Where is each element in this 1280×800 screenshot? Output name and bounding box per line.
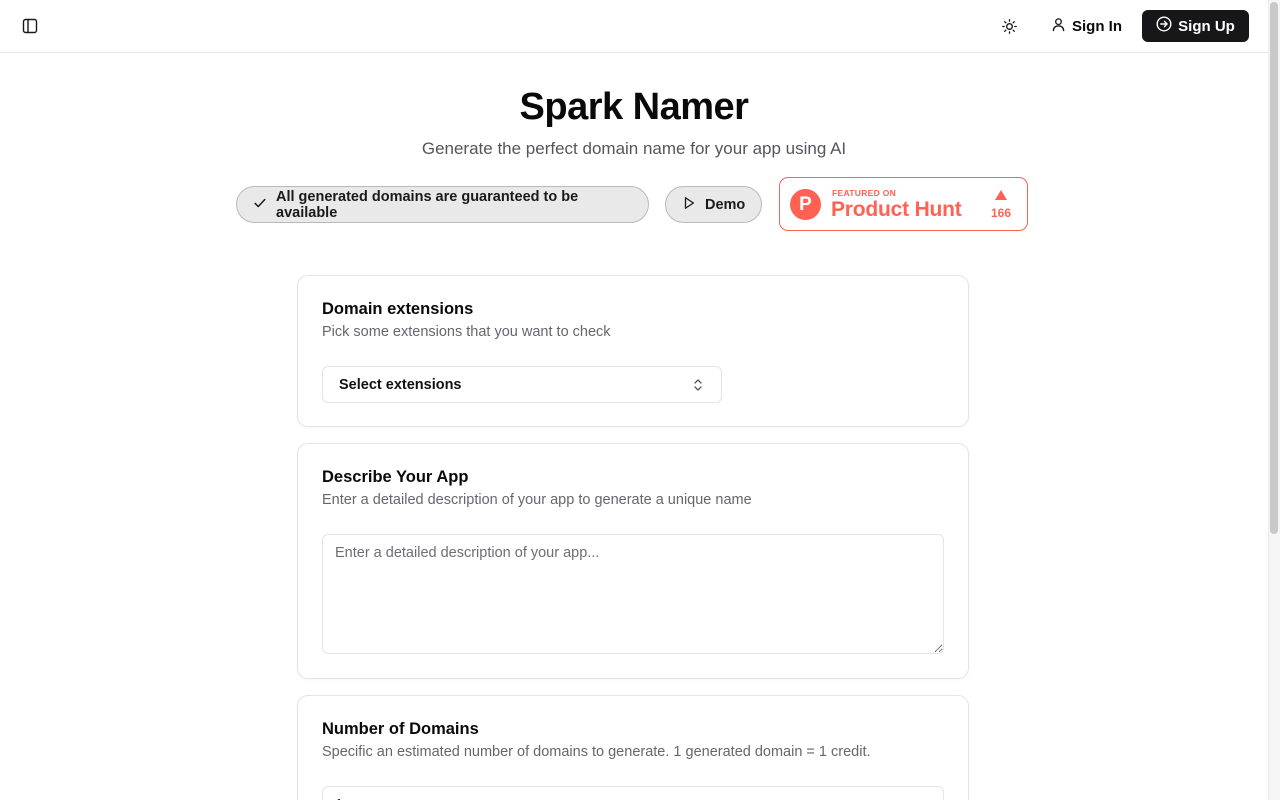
availability-badge-label: All generated domains are guaranteed to be available [276, 188, 579, 221]
card-description: Pick some extensions that you want to check [322, 324, 611, 340]
card-title: Describe Your App [322, 468, 469, 486]
describe-app-card [297, 443, 969, 679]
product-hunt-upvote-count: 166 [990, 206, 1012, 220]
sign-in-button[interactable] [1043, 10, 1127, 42]
extensions-select[interactable] [322, 366, 722, 403]
chevrons-up-down-icon [692, 378, 704, 396]
product-hunt-featured-label: FEATURED ON [832, 188, 897, 198]
play-icon [682, 196, 696, 214]
extensions-select-value: Select extensions [339, 376, 462, 393]
domain-extensions-card [297, 275, 969, 427]
card-description: Specific an estimated number of domains to generate. 1 generated domain = 1 credit. [322, 744, 871, 760]
product-hunt-name: Product Hunt [831, 198, 962, 221]
domain-count-input[interactable] [322, 786, 944, 800]
product-hunt-badge[interactable] [779, 177, 1028, 231]
top-bar [0, 0, 1268, 53]
scrollbar-thumb[interactable] [1270, 2, 1278, 534]
card-description: Enter a detailed description of your app to generate a unique name [322, 492, 752, 508]
page-subtitle: Generate the perfect domain name for your app using AI [421, 139, 847, 158]
product-hunt-logo: P [790, 189, 821, 220]
card-title: Domain extensions [322, 300, 474, 318]
number-of-domains-card [297, 695, 969, 800]
demo-button[interactable] [665, 186, 762, 223]
sun-icon[interactable] [996, 13, 1022, 39]
check-icon [253, 196, 267, 214]
card-title: Number of Domains [322, 720, 479, 738]
app-description-textarea[interactable] [322, 534, 944, 654]
panel-left-icon[interactable] [19, 15, 41, 37]
availability-badge [236, 186, 649, 223]
sign-up-label: Sign Up [1178, 17, 1235, 35]
upvote-arrow-icon [995, 190, 1007, 200]
demo-button-label: Demo [705, 196, 746, 213]
user-icon [1051, 17, 1066, 36]
sign-up-button[interactable] [1142, 10, 1249, 42]
circle-arrow-right-icon [1156, 16, 1172, 36]
page-title: Spark Namer [519, 86, 749, 128]
sign-in-label: Sign In [1072, 17, 1122, 35]
